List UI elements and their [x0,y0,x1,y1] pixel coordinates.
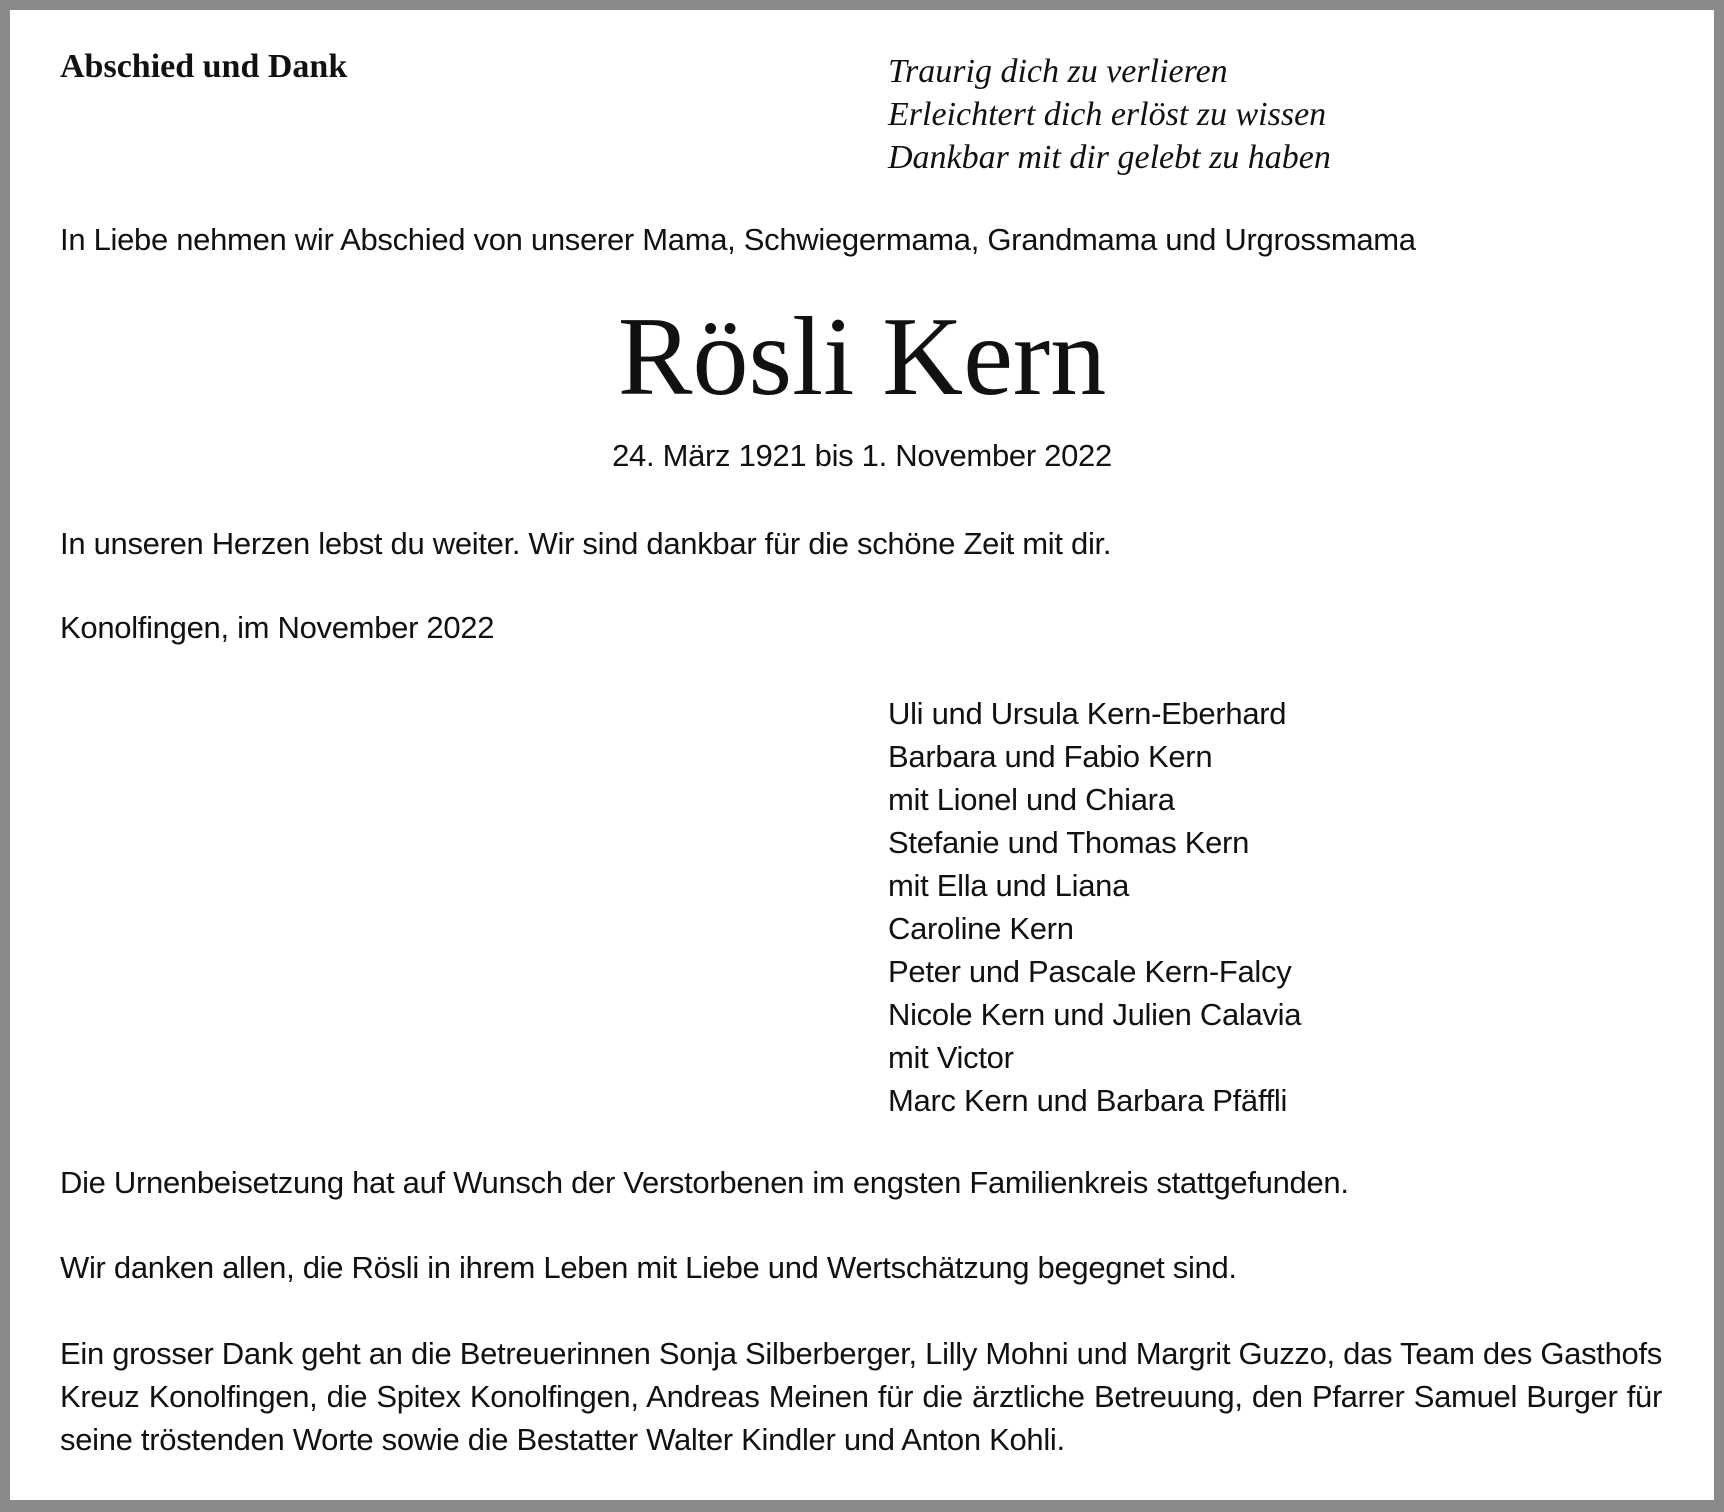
family-member: Uli und Ursula Kern-Eberhard [888,696,1287,731]
family-member: mit Victor [888,1040,1014,1075]
notice-heading: Abschied und Dank [60,48,348,85]
family-member: Caroline Kern [888,911,1074,946]
family-list [888,692,1301,1122]
family-member: mit Ella und Liana [888,868,1130,903]
family-member: mit Lionel und Chiara [888,782,1175,817]
burial-note: Die Urnenbeisetzung hat auf Wunsch der Verstorbenen im engsten Familienkreis stattgefunden. [60,1165,1349,1200]
family-member: Barbara und Fabio Kern [888,739,1213,774]
deceased-name: Rösli Kern [617,295,1107,419]
intro-text: In Liebe nehmen wir Abschied von unserer Mama, Schwiegermama, Grandmama und Urgrossmama [60,222,1416,257]
poem-line: Traurig dich zu verlieren [888,53,1228,90]
family-member: Nicole Kern und Julien Calavia [888,997,1302,1032]
obituary-notice [10,10,1714,1500]
acknowledgements-paragraph: Ein grosser Dank geht an die Betreuerinnen Sonja Silberberger, Lilly Mohni und Margrit Guzzo, das Team des Gasthofs Kreuz Konolfingen, die Spitex Konolfingen, Andreas Meinen für die ärztliche Betreuung, den Pfarrer Samuel Burger für seine tröstenden Worte sowie die Bestatter Walter Kindler und Anton Kohli. [60,1336,1662,1457]
poem-verse [888,50,1331,179]
thanks-text: Wir danken allen, die Rösli in ihrem Leben mit Liebe und Wertschätzung begegnet sind. [60,1250,1237,1285]
poem-line: Dankbar mit dir gelebt zu haben [888,139,1331,176]
family-member: Peter und Pascale Kern-Falcy [888,954,1292,989]
life-dates: 24. März 1921 bis 1. November 2022 [612,438,1112,473]
family-member: Marc Kern und Barbara Pfäffli [888,1083,1288,1118]
poem-line: Erleichtert dich erlöst zu wissen [888,96,1327,133]
remembrance-text: In unseren Herzen lebst du weiter. Wir sind dankbar für die schöne Zeit mit dir. [60,526,1112,561]
place-and-date: Konolfingen, im November 2022 [60,610,495,645]
family-member: Stefanie und Thomas Kern [888,825,1250,860]
